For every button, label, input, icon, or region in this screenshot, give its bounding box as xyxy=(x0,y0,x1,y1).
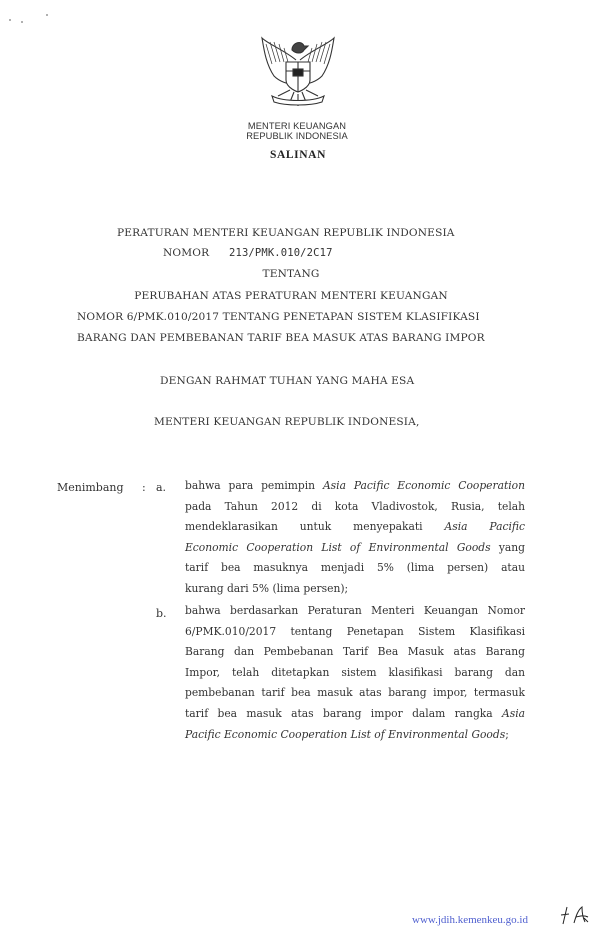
italic-term: Pacific Economic Cooperation List of Environmental Goods xyxy=(185,727,506,741)
regulation-title: PERATURAN MENTERI KEUANGAN REPUBLIK INDONESIA xyxy=(117,227,455,239)
ministry-name-line2: REPUBLIK INDONESIA xyxy=(246,131,348,141)
text: pembebanan tarif bea masuk atas barang impor, termasuk xyxy=(185,686,525,700)
text: Barang dan Pembebanan Tarif Bea Masuk atas Barang xyxy=(185,645,525,659)
nomor-label: NOMOR xyxy=(163,247,210,259)
text: tarif bea masuk atas barang impor dalam rangka xyxy=(185,706,502,720)
text: tarif bea masuknya menjadi 5% (lima persen) atau xyxy=(185,561,525,575)
menimbang-label: Menimbang xyxy=(57,481,124,494)
text: ; xyxy=(505,727,509,741)
salinan-stamp: SALINAN xyxy=(270,149,326,161)
jdih-link[interactable]: www.jdih.kemenkeu.go.id xyxy=(412,914,528,926)
tentang-heading: TENTANG xyxy=(262,268,320,280)
subject-line-1: PERUBAHAN ATAS PERATURAN MENTERI KEUANGAN xyxy=(134,290,448,302)
scan-speck xyxy=(46,14,48,16)
menimbang-colon: : xyxy=(142,481,146,494)
garuda-emblem-icon xyxy=(256,30,340,114)
invocation: DENGAN RAHMAT TUHAN YANG MAHA ESA xyxy=(160,375,415,387)
item-marker-a: a. xyxy=(156,481,167,494)
text: yang xyxy=(490,540,525,554)
initials-signature-icon xyxy=(560,904,590,926)
ministry-name-line1: MENTERI KEUANGAN xyxy=(247,121,347,131)
authority: MENTERI KEUANGAN REPUBLIK INDONESIA, xyxy=(154,416,420,428)
consideration-b xyxy=(185,601,525,745)
italic-term: Asia Pacific xyxy=(444,520,525,534)
italic-term: Asia Pacific Economic Cooperation xyxy=(322,479,525,492)
italic-term: Asia xyxy=(502,706,525,720)
consideration-a xyxy=(185,476,525,600)
nomor-value: 213/PMK.010/2C17 xyxy=(229,247,333,259)
subject-line-2: NOMOR 6/PMK.010/2017 TENTANG PENETAPAN SISTEM KLASIFIKASI xyxy=(77,311,480,323)
scan-speck xyxy=(21,21,23,23)
item-marker-b: b. xyxy=(156,607,167,620)
italic-term: Economic Cooperation List of Environmental Goods xyxy=(185,540,491,554)
text: kurang dari 5% (lima persen); xyxy=(185,581,349,595)
text: 6/PMK.010/2017 tentang Penetapan Sistem Klasifikasi xyxy=(185,624,525,638)
text: bahwa para pemimpin xyxy=(185,479,323,492)
text: pada Tahun 2012 di kota Vladivostok, Rusia, telah xyxy=(185,499,525,513)
scan-speck xyxy=(9,19,11,21)
subject-line-3: BARANG DAN PEMBEBANAN TARIF BEA MASUK ATAS BARANG IMPOR xyxy=(77,332,485,344)
text: Impor, telah ditetapkan sistem klasifikasi barang dan xyxy=(185,665,525,679)
text: bahwa berdasarkan Peraturan Menteri Keuangan Nomor xyxy=(185,604,525,617)
text: mendeklarasikan untuk menyepakati xyxy=(185,520,445,534)
